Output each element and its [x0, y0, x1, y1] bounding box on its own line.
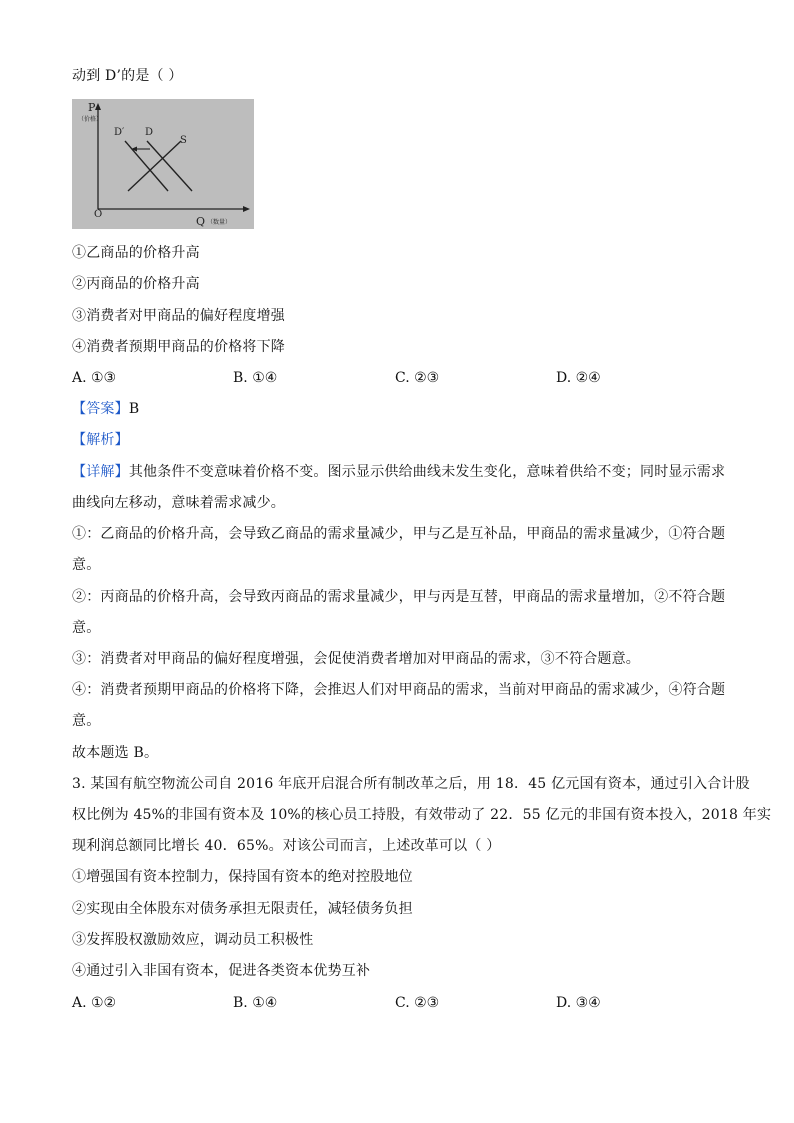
- q3-stem-2: 权比例为 45%的非国有资本及 10%的核心员工持股，有效带动了 22．55 亿元的非国有资本投入，2018 年实: [72, 807, 772, 823]
- q2-option-a: A. ①③: [72, 370, 117, 386]
- analysis-line: [72, 430, 129, 450]
- q2-item-2: ②丙商品的价格升高: [72, 276, 200, 292]
- y-axis-arrow: [95, 103, 101, 110]
- explanation-conclusion: 故本题选 B。: [72, 745, 159, 761]
- y-axis-note: （价格）: [78, 116, 103, 123]
- x-axis-arrow: [243, 206, 250, 212]
- q3-item-3: ③发挥股权激励效应，调动员工积极性: [72, 932, 314, 948]
- curve-label-d-prime: D′: [114, 127, 125, 138]
- q3-option-a: A. ①②: [72, 995, 117, 1011]
- explanation-line-8: ④：消费者预期甲商品的价格将下降，会推迟人们对甲商品的需求，当前对甲商品的需求减少，④符合题: [72, 682, 726, 698]
- q3-option-b: B. ①④: [233, 995, 278, 1011]
- question-2-stem-tail: 动到 D’的是（ ）: [72, 68, 183, 84]
- explanation-line-6: 意。: [72, 620, 101, 636]
- answer-tag: 【答案】: [72, 401, 129, 417]
- supply-demand-graph: [72, 99, 254, 229]
- q2-item-3: ③消费者对甲商品的偏好程度增强: [72, 308, 285, 324]
- q3-option-d: D. ③④: [556, 995, 601, 1011]
- q2-option-b: B. ①④: [233, 370, 278, 386]
- explanation-line-4: 意。: [72, 557, 101, 573]
- detail-tag: 【详解】: [72, 464, 129, 480]
- y-axis-label: P: [88, 101, 96, 114]
- curve-label-s: S: [180, 135, 187, 146]
- answer-value: B: [128, 401, 140, 417]
- q3-item-2: ②实现由全体股东对债务承担无限责任，减轻债务负担: [72, 901, 413, 917]
- q2-item-4: ④消费者预期甲商品的价格将下降: [72, 339, 285, 355]
- answer-line: [72, 399, 139, 419]
- explanation-line-5: ②：丙商品的价格升高，会导致丙商品的需求量减少，甲与丙是互替，甲商品的需求量增加，②不符合题: [72, 589, 726, 605]
- q2-item-1: ①乙商品的价格升高: [72, 245, 200, 261]
- q3-stem-3: 现利润总额同比增长 40．65%。对该公司而言，上述改革可以（ ）: [72, 838, 501, 854]
- explanation-line-7: ③：消费者对甲商品的偏好程度增强，会促使消费者增加对甲商品的需求，③不符合题意。: [72, 651, 640, 667]
- explanation-line-9: 意。: [72, 713, 101, 729]
- analysis-tag: 【解析】: [72, 432, 129, 448]
- q3-item-4: ④通过引入非国有资本，促进各类资本优势互补: [72, 963, 371, 979]
- origin-label: O: [94, 209, 103, 220]
- x-axis-note: （数量）: [207, 219, 232, 226]
- detail-line-1: [72, 462, 725, 482]
- q2-option-c: C. ②③: [395, 370, 440, 386]
- explanation-line-2: 曲线向左移动，意味着需求减少。: [72, 495, 285, 511]
- explanation-text: 其他条件不变意味着价格不变。图示显示供给曲线未发生变化，意味着供给不变；同时显示需求: [128, 464, 726, 480]
- supply-demand-figure: [72, 99, 254, 229]
- curve-label-d: D: [145, 127, 154, 138]
- explanation-line-3: ①：乙商品的价格升高，会导致乙商品的需求量减少，甲与乙是互补品，甲商品的需求量减少，①符合题: [72, 526, 726, 542]
- q3-stem-1: 3. 某国有航空物流公司自 2016 年底开启混合所有制改革之后，用 18．45 亿元国有资本，通过引入合计股: [72, 776, 750, 792]
- q3-item-1: ①增强国有资本控制力，保持国有资本的绝对控股地位: [72, 869, 413, 885]
- x-axis-label: Q: [196, 215, 206, 228]
- q2-option-d: D. ②④: [556, 370, 601, 386]
- q3-option-c: C. ②③: [395, 995, 440, 1011]
